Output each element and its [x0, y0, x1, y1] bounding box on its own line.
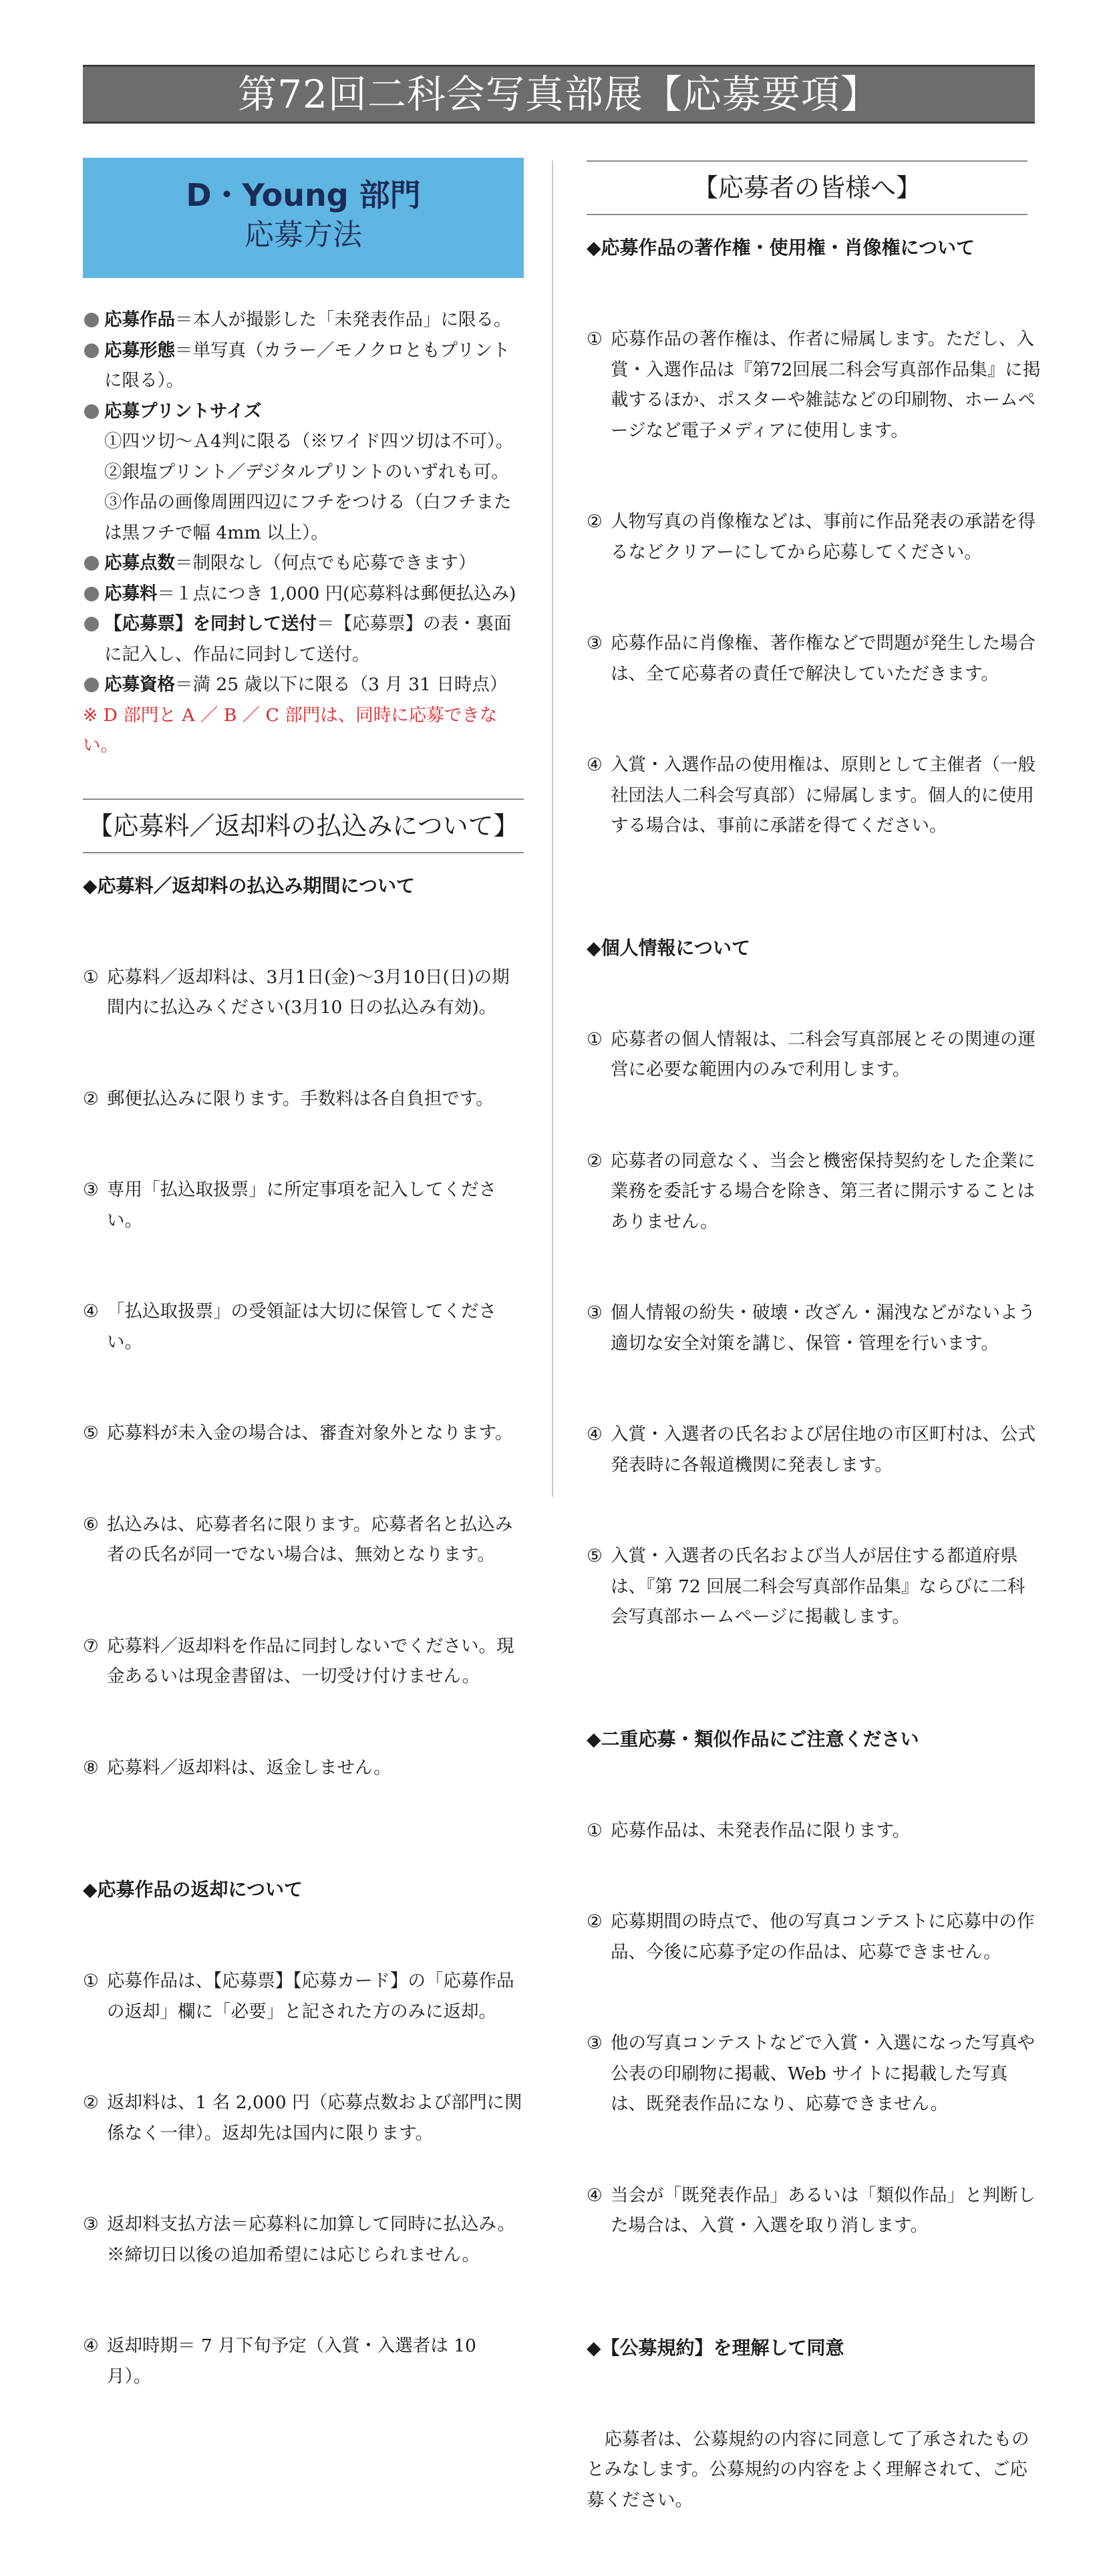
privacy-title: ◆個人情報について: [587, 933, 1041, 964]
method-item: 応募点数＝制限なし（何点でも応募できます）: [83, 548, 524, 579]
list-item: ③ 返却料支払方法＝応募料に加算して同時に払込み。※締切日以後の追加希望には応じられません。: [83, 2209, 524, 2270]
list-item: ② 郵便払込みに限ります。手数料は各自負担です。: [83, 1084, 524, 1115]
method-item: 応募作品＝本人が撮影した「未発表作品」に限る。: [83, 305, 524, 335]
return-list: [83, 1905, 524, 2452]
print-size-item: ②銀塩プリント／デジタルプリントのいずれも可。: [83, 457, 524, 488]
fee-section-heading: 【応募料／返却料の払込みについて】: [83, 799, 524, 853]
list-item: ② 応募者の同意なく、当会と機密保持契約をした企業に業務を委託する場合を除き、第三者に開示することはありません。: [587, 1146, 1041, 1238]
right-column: [587, 160, 1041, 2576]
fee-period-title: ◆応募料／返却料の払込み期間について: [83, 871, 524, 901]
list-item: ⑧ 応募料／返却料は、返金しません。: [83, 1753, 524, 1783]
applicants-heading: 【応募者の皆様へ】: [587, 160, 1028, 215]
method-note: ※ D 部門と A ／ B ／ C 部門は、同時に応募できない。: [83, 700, 524, 761]
print-size-item: ①四ツ切〜Ａ4判に限る（※ワイド四ツ切は不可）。: [83, 426, 524, 457]
method-item: 【応募票】を同封して送付＝【応募票】の表・裏面に記入し、作品に同封して送付。: [83, 609, 524, 670]
list-item: ③ 応募作品に肖像権、著作権などで問題が発生した場合は、全て応募者の責任で解決していただきます。: [587, 628, 1041, 689]
print-size-item: ③作品の画像周囲四辺にフチをつける（白フチまたは黒フチで幅 4mm 以上）。: [83, 487, 524, 548]
privacy-list: [587, 964, 1041, 1693]
list-item: ④ 「払込取扱票」の受領証は大切に保管してください。: [83, 1296, 524, 1357]
rules-text: 応募者は、公募規約の内容に同意して了承されたものとみなします。公募規約の内容をよく理解されて、ご応募ください。: [587, 2424, 1041, 2516]
list-item: ① 応募料／返却料は、3月1日(金)〜3月10日(日)の期間内に払込みください(3月10 日の払込み有効)。: [83, 962, 524, 1023]
list-item: ③ 他の写真コンテストなどで入賞・入選になった写真や公表の印刷物に掲載、Web サイトに掲載した写真は、既発表作品になり、応募できません。: [587, 2028, 1041, 2120]
list-item: ② 人物写真の肖像権などは、事前に作品発表の承諾を得るなどクリアーにしてから応募してください。: [587, 507, 1041, 567]
list-item: ① 応募者の個人情報は、二科会写真部展とその関連の運営に必要な範囲内のみで利用します。: [587, 1024, 1041, 1085]
list-item: ③ 個人情報の紛失・破壊・改ざん・漏洩などがないよう適切な安全対策を講じ、保管・管理を行います。: [587, 1298, 1041, 1358]
page-title: 第72回二科会写真部展【応募要項】: [83, 65, 1035, 124]
list-item: ⑥ 払込みは、応募者名に限ります。応募者名と払込み者の氏名が同一でない場合は、無効となります。: [83, 1510, 524, 1570]
division-subtitle: 応募方法: [83, 214, 524, 257]
method-item: 応募形態＝単写真（カラー／モノクロともプリントに限る）。: [83, 335, 524, 396]
application-method: [83, 305, 524, 761]
list-item: ⑦ 応募料／返却料を作品に同封しないでください。現金あるいは現金書留は、一切受け付けません。: [83, 1631, 524, 1692]
double-entry-title: ◆二重応募・類似作品にご注意ください: [587, 1724, 1041, 1755]
list-item: ① 応募作品は、【応募票】【応募カード】の「応募作品の返却」欄に「必要」と記された方のみに返却。: [83, 1966, 524, 2027]
method-item: 応募料＝１点につき 1,000 円(応募料は郵便払込み): [83, 579, 524, 609]
rules-text-block: [587, 2364, 1041, 2576]
division-title: D・Young 部門: [83, 176, 524, 214]
list-item: ④ 入賞・入選者の氏名および居住地の市区町村は、公式発表時に各報道機関に発表します。: [587, 1419, 1041, 1480]
list-item: ⑤ 応募料が未入金の場合は、審査対象外となります。: [83, 1418, 524, 1449]
list-item: ③ 専用「払込取扱票」に所定事項を記入してください。: [83, 1175, 524, 1236]
left-column: [83, 158, 524, 2452]
list-item: ② 応募期間の時点で、他の写真コンテストに応募中の作品、今後に応募予定の作品は、応募できません。: [587, 1906, 1041, 1967]
list-item: ④ 入賞・入選作品の使用権は、原則として主催者（一般社団法人二科会写真部）に帰属します。個人的に使用する場合は、事前に承諾を得てください。: [587, 750, 1041, 841]
fee-period-list: [83, 901, 524, 1844]
division-box: [83, 158, 524, 278]
list-item: ② 返却料は、1 名 2,000 円（応募点数および部門に関係なく一律）。返却先は国内に限ります。: [83, 2088, 524, 2148]
double-entry-list: [587, 1755, 1041, 2302]
list-item: ④ 返却時期＝ 7 月下旬予定（入賞・入選者は 10 月）。: [83, 2331, 524, 2392]
copyright-title: ◆応募作品の著作権・使用権・肖像権について: [587, 233, 1041, 263]
return-title: ◆応募作品の返却について: [83, 1874, 524, 1905]
method-item: 応募資格＝満 25 歳以下に限る（3 月 31 日時点）: [83, 670, 524, 700]
list-item: ① 応募作品は、未発表作品に限ります。: [587, 1816, 1041, 1846]
list-item: ⑤ 入賞・入選者の氏名および当人が居住する都道府県は、『第 72 回展二科会写真部作品集』ならびに二科会写真部ホームページに掲載します。: [587, 1541, 1041, 1632]
method-item: 応募プリントサイズ: [83, 396, 524, 427]
list-item: ④ 当会が「既発表作品」あるいは「類似作品」と判断した場合は、入賞・入選を取り消します。: [587, 2180, 1041, 2241]
column-divider: [552, 160, 553, 1497]
copyright-list: [587, 263, 1041, 902]
rules-title: ◆【公募規約】を理解して同意: [587, 2333, 1041, 2364]
list-item: ① 応募作品の著作権は、作者に帰属します。ただし、入賞・入選作品は『第72回展二科会写真部作品集』に掲載するほか、ポスターや雑誌などの印刷物、ホームページなど電子メディアに使用します。: [587, 324, 1041, 446]
